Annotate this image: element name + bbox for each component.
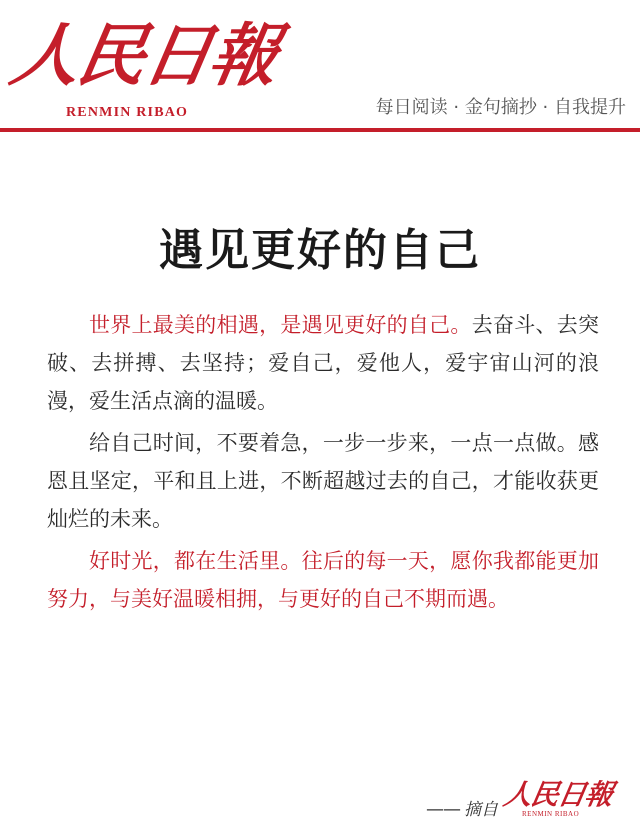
masthead (0, 0, 640, 132)
logo: 人民日報 (4, 16, 284, 96)
paragraph-text: 给自己时间，不要着急，一步一步来，一点一点做。感恩且坚定，平和且上进，不断超越过去的自己，才能收获更灿烂的未来。 (47, 431, 599, 531)
signature-label: 摘自 (464, 800, 498, 820)
paragraph-text: 去奋斗、去突破、去拼搏、去坚持；爱自己，爱他人，爱宇宙山河的浪漫，爱生活点滴的温暖。 (47, 313, 600, 413)
signature-logo-en: RENMIN RIBAO (522, 810, 580, 818)
slogan: 每日阅读 · 金句摘抄 · 自我提升 (375, 97, 626, 118)
article-body (47, 306, 599, 622)
paragraph-3 (47, 542, 599, 618)
header-divider (0, 128, 640, 132)
paragraph-1 (47, 306, 599, 420)
highlight-text: 世界上最美的相遇，是遇见更好的自己。 (89, 313, 472, 337)
source-signature (426, 778, 616, 820)
signature-logo (501, 778, 616, 820)
signature-dash: —— (426, 799, 460, 820)
paragraph-2 (47, 424, 599, 538)
article-title: 遇见更好的自己 (159, 225, 481, 277)
signature-logo-cn: 人民日報 (501, 778, 616, 811)
highlight-text: 好时光，都在生活里。往后的每一天，愿你我都能更加努力，与美好温暖相拥，与更好的自己不期而遇。 (47, 549, 599, 611)
logo-subtitle: RENMIN RIBAO (66, 105, 189, 120)
